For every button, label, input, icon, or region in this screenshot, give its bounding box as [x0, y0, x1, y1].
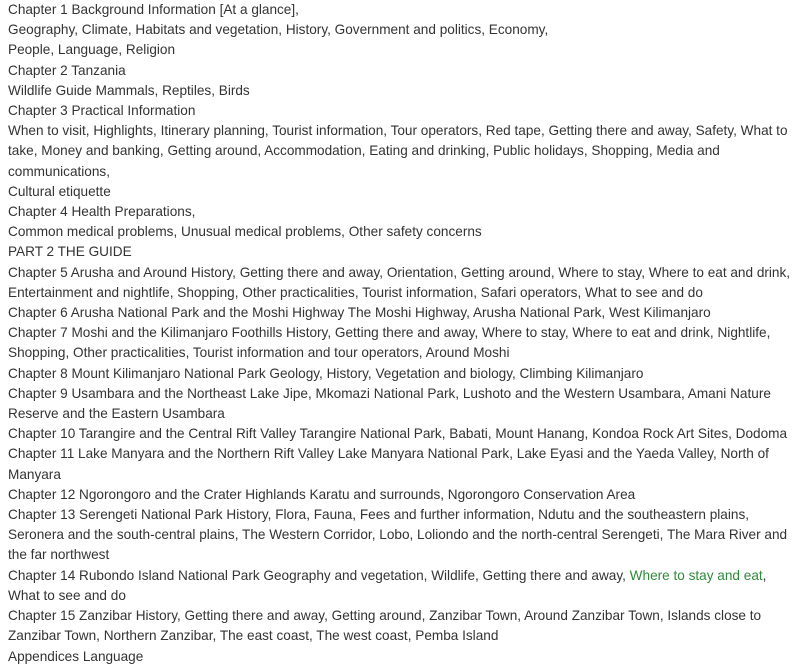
toc-line-chapter-15: Chapter 15 Zanzibar History, Getting there and away, Getting around, Zanzibar Town, Around Zanzibar Town, Islands close to Zanzibar Town, Northern Zanzibar, The east coast, The west coast, Pemba Island	[8, 608, 762, 644]
toc-line-chapter-1-topics-a: Geography, Climate, Habitats and vegetation, History, Government and politics, Economy,	[8, 22, 549, 38]
toc-line-chapter-6: Chapter 6 Arusha National Park and the Moshi Highway The Moshi Highway, Arusha National Park, West Kilimanjaro	[8, 305, 711, 321]
toc-line-chapter-3: Chapter 3 Practical Information	[8, 103, 196, 119]
toc-line-chapter-9: Chapter 9 Usambara and the Northeast Lake Jipe, Mkomazi National Park, Lushoto and the Western Usambara, Amani Nature Reserve and the Eastern Usambara	[8, 385, 771, 422]
toc-line-chapter-2: Chapter 2 Tanzania	[8, 62, 126, 78]
toc-line-chapter-7: Chapter 7 Moshi and the Kilimanjaro Foothills History, Getting there and away, Where to stay, Where to eat and drink, Nightlife, Shopping, Other practicalities, Tourist information and tour operators, Around Moshi	[8, 325, 771, 361]
toc-line-chapter-3-topics: When to visit, Highlights, Itinerary planning, Tourist information, Tour operators, Red tape, Getting there and away, Safety, What to take, Money and banking, Getting around, Accommodation, Eating and drinking, Public holidays, Shopping, Media and communications,	[8, 123, 788, 179]
toc-line-chapter-5: Chapter 5 Arusha and Around History, Getting there and away, Orientation, Getting around, Where to stay, Where to eat and drink, Entertainment and nightlife, Shopping, Other practicalities, Tourist information, Safari operators, What to see and do	[8, 264, 791, 300]
toc-line-chapter-1-topics-b: People, Language, Religion	[8, 42, 176, 58]
toc-line-cultural-etiquette: Cultural etiquette	[8, 183, 111, 199]
toc-line-chapter-1: Chapter 1 Background Information [At a glance],	[8, 2, 299, 17]
toc-line-chapter-12: Chapter 12 Ngorongoro and the Crater Highlands Karatu and surrounds, Ngorongoro Conservation Area	[8, 486, 636, 502]
toc-line-chapter-11: Chapter 11 Lake Manyara and the Northern Rift Valley Lake Manyara National Park, Lake Eyasi and the Yaeda Valley, North of Manyara	[8, 446, 769, 482]
toc-line-appendices: Appendices Language	[8, 648, 144, 664]
toc-line-chapter-13: Chapter 13 Serengeti National Park History, Flora, Fauna, Fees and further information, Ndutu and the southeastern plains, Seronera and the south-central plains, The Western Corridor, Lobo, Loliondo and the north-central Serengeti, The Mara River and the far northwest	[8, 507, 788, 563]
toc-line-wildlife-guide: Wildlife Guide Mammals, Reptiles, Birds	[8, 82, 250, 98]
toc-line-chapter-8: Chapter 8 Mount Kilimanjaro National Park Geology, History, Vegetation and biology, Climbing Kilimanjaro	[8, 365, 644, 381]
chapter-14-text-before: Chapter 14 Rubondo Island National Park Geography and vegetation, Wildlife, Getting there and away,	[8, 567, 630, 583]
toc-line-chapter-10: Chapter 10 Tarangire and the Central Rift Valley Tarangire National Park, Babati, Mount Hanang, Kondoa Rock Art Sites, Dodoma	[8, 426, 788, 442]
toc-line-chapter-14	[8, 566, 800, 606]
toc-line-part-2: PART 2 THE GUIDE	[8, 244, 132, 260]
toc-line-chapter-4: Chapter 4 Health Preparations,	[8, 204, 196, 220]
where-to-stay-and-eat-link[interactable]: Where to stay and eat	[629, 567, 763, 583]
toc-line-chapter-4-topics: Common medical problems, Unusual medical problems, Other safety concerns	[8, 224, 482, 240]
chapter-14-text-after: , What to see and do	[8, 567, 767, 603]
